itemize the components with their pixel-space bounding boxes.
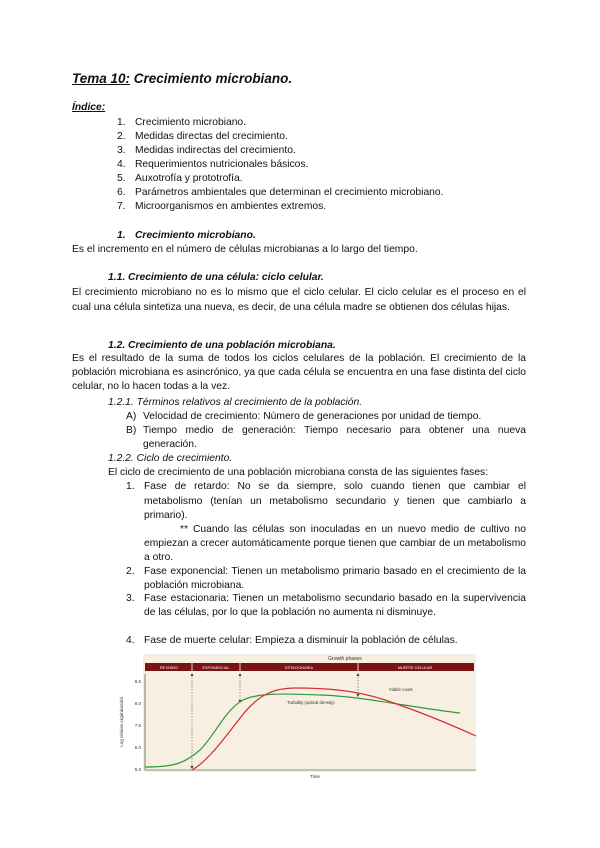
y-tick: 8.0 [134,701,141,706]
index-item: 6. Parámetros ambientales que determinan el crecimiento microbiano. [117,187,444,198]
phase-label-muerte: MUERTE CELULAR [397,666,433,671]
y-tick: 5.0 [134,767,141,772]
x-axis-label: Time [310,774,320,779]
index-item: 4. Requerimientos nutricionales básicos. [117,159,309,170]
index-item: 7. Microorganismos en ambientes extremos. [117,201,327,212]
subsection-1-2-2-heading: 1.2.2. Ciclo de crecimiento. [108,453,233,464]
turbidity-label: Turbidity (optical density) [287,700,335,705]
phase-item: 3. Fase estacionaria: Tienen un metabolismo secundario basado en la supervivencia de las células, por lo que la población no aumenta ni disminuye. [126,593,526,618]
index-item: 5. Auxotrofía y prototrofía. [117,173,243,184]
section-1-1-heading: 1.1. Crecimiento de una célula: ciclo celular. [108,272,324,283]
phase-item: 2. Fase exponencial: Tienen un metabolismo primario basado en el crecimiento de la población microbiana. [126,566,526,591]
phase-item: 1. Fase de retardo: No se da siempre, solo cuando tienen que cambiar el metabolismo (tenían un metabolismo secundario y tienen que cambiarlo a primario). [126,481,526,521]
subsection-1-2-1-heading: 1.2.1. Términos relativos al crecimiento de la población. [108,397,363,408]
title-rest: Crecimiento microbiano. [130,71,293,86]
y-tick: 6.0 [134,745,141,750]
section-1-1-text: El crecimiento microbiano no es lo mismo que el ciclo celular. El ciclo celular es el proceso en el cual una célula sintetiza una nueva, es decir, de una célula madre se obtienen dos células hijas. [72,287,526,313]
index-item: 3. Medidas indirectas del crecimiento. [117,145,296,156]
section-1-text: Es el incremento en el número de células microbianas a lo largo del tiempo. [72,244,418,255]
figure-title: Growth phases [328,656,362,662]
index-item: 2. Medidas directas del crecimiento. [117,131,288,142]
index-item: 1. Crecimiento microbiano. [117,117,247,128]
viable-label: Viable count [389,687,413,692]
y-axis-label: Log células orgánicas/ml [119,697,124,747]
cycle-intro: El ciclo de crecimiento de una población microbiana consta de las siguientes fases: [108,467,489,478]
phase-label-exponencial: EXPONENCIAL [202,666,230,671]
y-tick: 8.5 [134,679,141,684]
growth-curve-figure [115,650,480,780]
term-item: A) Velocidad de crecimiento: Número de generaciones por unidad de tiempo. [126,411,482,422]
index-heading: Índice: [72,102,106,113]
phase-label-retardo: RETARDO [159,666,179,671]
title-prefix: Tema 10: [72,71,131,86]
page-title [72,71,292,86]
section-1-2-text: Es el resultado de la suma de todos los ciclos celulares de la población. El crecimiento de la población microbiana es asincrónico, ya que cada célula se encuentra en una fase distinta del ciclo celular, no lo hacen todas a la vez. [72,353,526,392]
plot-background [143,654,476,772]
phase-label-estacionaria: ESTACIONARIA [285,666,313,671]
term-item: B) Tiempo medio de generación: Tiempo necesario para obtener una nueva generación. [126,425,526,450]
y-tick: 7.5 [134,723,141,728]
section-1-heading: 1. Crecimiento microbiano. [117,230,256,241]
section-1-2-heading: 1.2. Crecimiento de una población microbiana. [108,340,336,351]
phase-note: ** Cuando las células son inoculadas en un nuevo medio de cultivo no empiezan a crecer automáticamente porque tienen que cambiar de un metabolismo a otro. [144,524,526,563]
phase-item: 4. Fase de muerte celular: Empieza a disminuir la población de células. [126,635,458,646]
